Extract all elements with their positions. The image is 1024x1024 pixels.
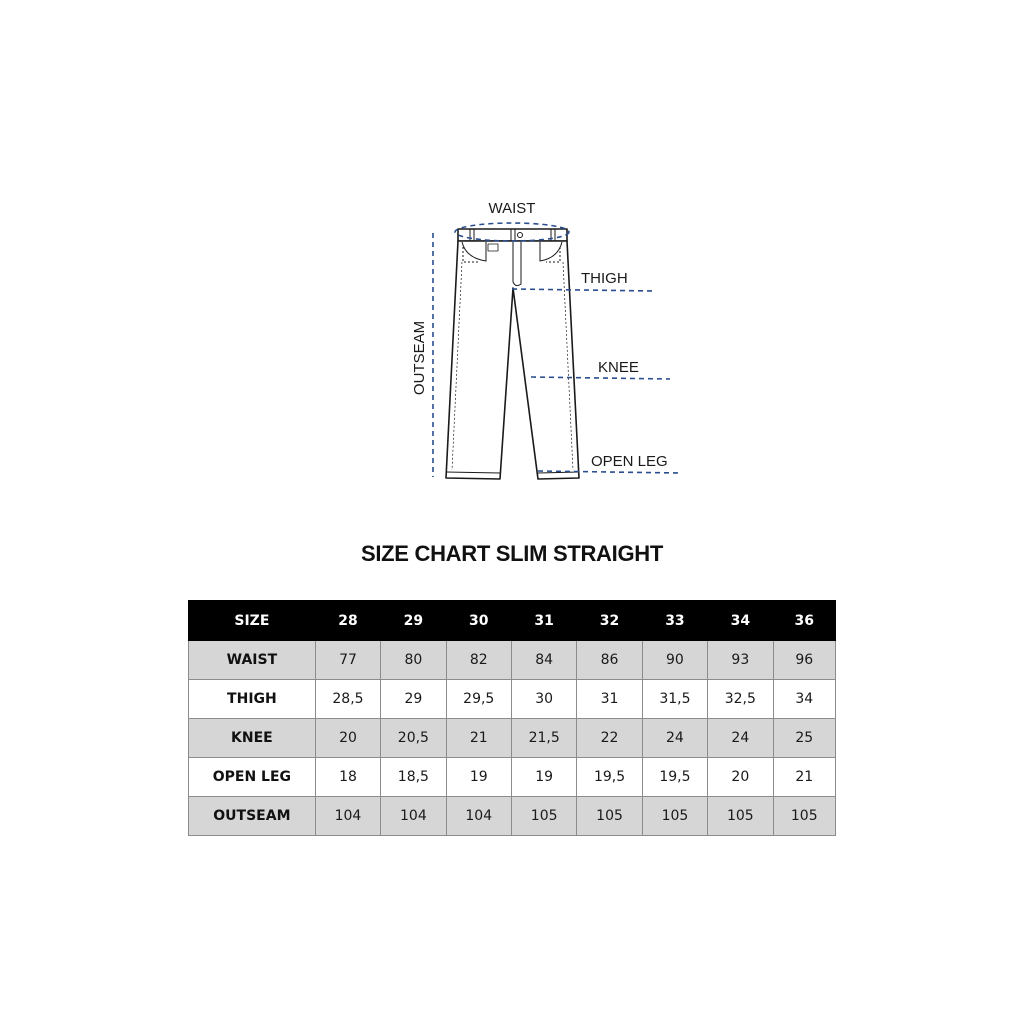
size-header-cell: 36 (773, 601, 835, 641)
size-chart-table (188, 600, 836, 836)
table-cell: 31 (577, 680, 642, 719)
table-cell: 22 (577, 719, 642, 758)
size-header-cell: 30 (446, 601, 511, 641)
table-cell: 104 (381, 797, 446, 836)
size-header-cell: 29 (381, 601, 446, 641)
table-cell: 104 (446, 797, 511, 836)
table-row-thigh (189, 680, 836, 719)
table-cell: 19 (446, 758, 511, 797)
row-label: OPEN LEG (189, 758, 316, 797)
table-row-waist (189, 641, 836, 680)
thigh-label: THIGH (581, 270, 628, 287)
table-cell: 19 (511, 758, 576, 797)
table-cell: 19,5 (577, 758, 642, 797)
table-cell: 29 (381, 680, 446, 719)
table-cell: 25 (773, 719, 835, 758)
table-cell: 21 (773, 758, 835, 797)
table-cell: 19,5 (642, 758, 707, 797)
table-row-knee (189, 719, 836, 758)
table-cell: 28,5 (315, 680, 380, 719)
size-header-label: SIZE (189, 601, 316, 641)
table-row-outseam (189, 797, 836, 836)
table-cell: 24 (642, 719, 707, 758)
table-cell: 24 (708, 719, 773, 758)
table-cell: 18,5 (381, 758, 446, 797)
table-cell: 21 (446, 719, 511, 758)
size-chart-title: SIZE CHART SLIM STRAIGHT (360, 541, 663, 566)
row-label: THIGH (189, 680, 316, 719)
size-header-cell: 32 (577, 601, 642, 641)
table-cell: 77 (315, 641, 380, 680)
table-cell: 82 (446, 641, 511, 680)
jeans-illustration (446, 229, 579, 479)
table-cell: 96 (773, 641, 835, 680)
size-header-cell: 34 (708, 601, 773, 641)
table-cell: 105 (511, 797, 576, 836)
table-cell: 104 (315, 797, 380, 836)
size-header-cell: 28 (315, 601, 380, 641)
waist-label: WAIST (488, 200, 536, 217)
size-header-row (189, 601, 836, 641)
table-cell: 18 (315, 758, 380, 797)
table-cell: 105 (773, 797, 835, 836)
table-cell: 20,5 (381, 719, 446, 758)
row-label: KNEE (189, 719, 316, 758)
table-cell: 105 (577, 797, 642, 836)
table-row-open-leg (189, 758, 836, 797)
row-label: WAIST (189, 641, 316, 680)
table-cell: 105 (642, 797, 707, 836)
knee-label: KNEE (598, 359, 639, 376)
table-cell: 80 (381, 641, 446, 680)
table-cell: 84 (511, 641, 576, 680)
table-cell: 86 (577, 641, 642, 680)
table-cell: 30 (511, 680, 576, 719)
row-label: OUTSEAM (189, 797, 316, 836)
outseam-label: OUTSEAM (411, 320, 428, 396)
size-header-cell: 31 (511, 601, 576, 641)
table-cell: 21,5 (511, 719, 576, 758)
table-cell: 32,5 (708, 680, 773, 719)
table-cell: 34 (773, 680, 835, 719)
table-cell: 31,5 (642, 680, 707, 719)
table-cell: 29,5 (446, 680, 511, 719)
open-leg-label: OPEN LEG (591, 453, 668, 470)
table-cell: 93 (708, 641, 773, 680)
table-cell: 90 (642, 641, 707, 680)
size-header-cell: 33 (642, 601, 707, 641)
table-cell: 105 (708, 797, 773, 836)
table-cell: 20 (315, 719, 380, 758)
table-cell: 20 (708, 758, 773, 797)
